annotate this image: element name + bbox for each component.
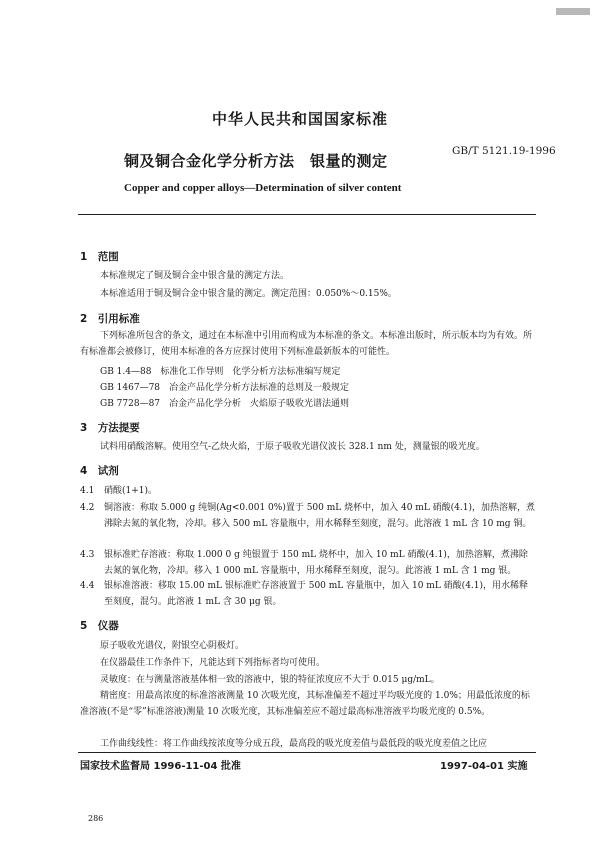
approval-date: 国家技术监督局 1996-11-04 批准 <box>80 761 241 772</box>
linearity-text: 工作曲线线性：将工作曲线按浓度等分成五段，最高段的吸光度差值与最低段的吸光度差值之比应 <box>100 739 488 749</box>
page-number: 286 <box>88 814 104 823</box>
precision-text: 精密度：用最高浓度的标准溶液测量 10 次吸光度，其标准偏差不超过平均吸光度的 1.0%；用最低浓度的标准溶液(不是“零”标准溶液)测量 10 次吸光度，其标准偏差应不超过最高标准溶液平均吸光度的 0.5%。 <box>80 691 530 717</box>
document-title-cn: 铜及铜合金化学分析方法 银量的测定 <box>124 152 388 170</box>
section-1-line-2: 本标准适用于铜及铜合金中银含量的测定。测定范围：0.050%～0.15%。 <box>100 289 397 299</box>
section-5-line: 原子吸收光谱仪，附银空心阴极灯。 <box>100 641 245 651</box>
reagent-text: 硝酸(1+1)。 <box>104 486 158 496</box>
reagent-number: 4.4 <box>80 581 95 591</box>
section-2-intro: 下列标准所包含的条文，通过在本标准中引用而构成为本标准的条文。本标准出版时，所示版本均为有效。所有标准都会被修订，使用本标准的各方应探讨使用下列标准最新版本的可能性。 <box>80 331 533 357</box>
reagent-text: 银标准贮存溶液：称取 1.000 0 g 纯银置于 150 mL 烧杯中，加入 10 mL 硝酸(4.1)，加热溶解，煮沸除去氮的氧化物，冷却。移入 1 000 mL 容量瓶中，用水稀释至刻度，混匀。此溶液 1 mL 含 1 mg 银。 <box>104 550 528 576</box>
footer-divider <box>78 752 536 753</box>
sensitivity-text: 灵敏度：在与测量溶液基体相一致的溶液中，银的特征浓度应不大于 0.015 μg/mL。 <box>100 675 440 685</box>
reference-item: GB 7728—87 冶金产品化学分析 火焰原子吸收光谱法通则 <box>100 399 350 409</box>
reagent-number: 4.3 <box>80 550 95 560</box>
header-divider <box>78 214 536 215</box>
implementation-date: 1997-04-01 实施 <box>440 761 528 772</box>
section-3-text: 试料用硝酸溶解。使用空气-乙炔火焰，于原子吸收光谱仪波长 328.1 nm 处，测量银的吸光度。 <box>100 442 485 452</box>
organization-heading: 中华人民共和国国家标准 <box>211 110 388 128</box>
reagent-text: 银标准溶液：移取 15.00 mL 银标准贮存溶液置于 500 mL 容量瓶中，加入 10 mL 硝酸(4.1)，用水稀释至刻度，混匀。此溶液 1 mL 含 30 μg 银。 <box>104 581 529 607</box>
reagent-number: 4.2 <box>80 503 95 513</box>
section-5-heading: 5 仪器 <box>80 620 119 632</box>
reagent-number: 4.1 <box>80 486 95 496</box>
section-1-line-1: 本标准规定了铜及铜合金中银含量的测定方法。 <box>100 271 290 281</box>
section-5-line: 在仪器最佳工作条件下，凡能达到下列指标者均可使用。 <box>100 658 326 668</box>
reference-item: GB 1.4—88 标准化工作导则 化学分析方法标准编写规定 <box>100 367 341 377</box>
section-3-heading: 3 方法提要 <box>80 422 140 434</box>
document-title-en: Copper and copper alloys—Determination of silver content <box>124 182 402 194</box>
section-2-heading: 2 引用标准 <box>80 313 140 325</box>
reagent-text: 铜溶液：称取 5.000 g 纯铜(Ag<0.001 0%)置于 500 mL 烧杯中，加入 40 mL 硝酸(4.1)，加热溶解，煮沸除去氮的氧化物，冷却。移入 500 mL 容量瓶中，用水稀释至刻度，混匀。此溶液 1 mL 含 10 mg 铜。 <box>104 503 535 529</box>
reference-item: GB 1467—78 冶金产品化学分析方法标准的总则及一般规定 <box>100 383 350 393</box>
section-1-heading: 1 范围 <box>80 251 119 263</box>
standard-code: GB/T 5121.19-1996 <box>452 145 556 157</box>
section-4-heading: 4 试剂 <box>80 465 119 477</box>
scan-mark <box>556 8 590 15</box>
